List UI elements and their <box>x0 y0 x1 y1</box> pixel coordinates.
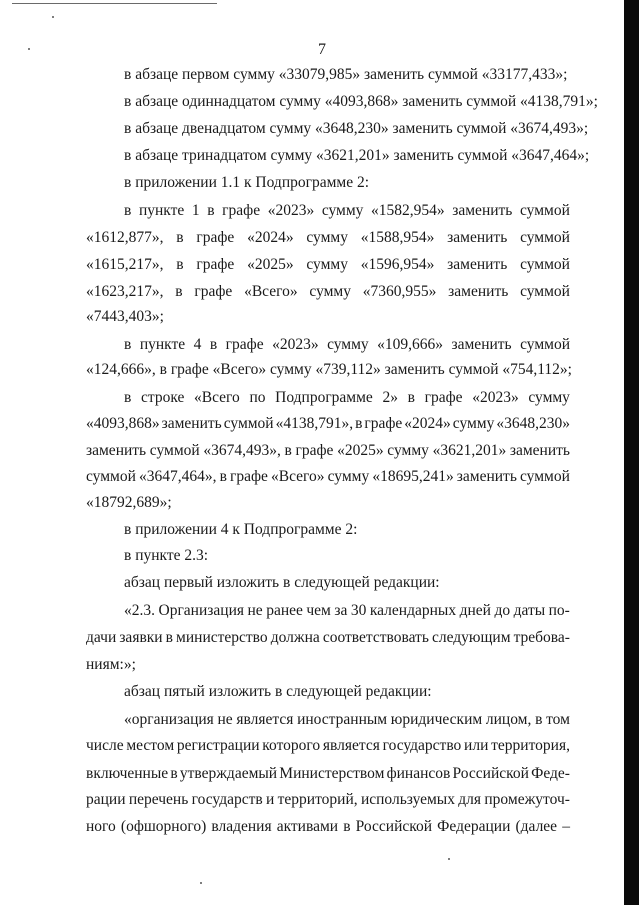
word: 30 <box>350 602 367 619</box>
word: дней <box>459 602 491 619</box>
text-line: в приложении 1.1 к Подпрограмме 2: <box>124 174 370 191</box>
word: финансов <box>386 765 451 782</box>
word: «3648,230» <box>496 415 570 432</box>
text-line-justified <box>86 467 570 487</box>
word: ранее <box>266 602 303 619</box>
word: суммой <box>86 468 136 485</box>
word: заменить <box>452 202 513 219</box>
word: Российской <box>355 818 433 835</box>
scan-speck <box>52 16 54 18</box>
word: которого <box>262 737 321 754</box>
text-line: «7443,403»; <box>86 308 164 325</box>
word: числе <box>86 737 124 754</box>
word: «Всего» <box>271 468 325 485</box>
word: «3621,201» <box>432 442 507 459</box>
word: «4093,868» <box>86 415 160 432</box>
word: «2023» <box>272 336 319 353</box>
word: пункте <box>138 202 185 219</box>
word: в <box>124 389 132 406</box>
word: «1615,217», <box>86 256 164 273</box>
text-line-justified <box>124 710 570 730</box>
scan-top-line <box>12 3 217 4</box>
word: Российской <box>452 765 529 782</box>
word: в <box>207 202 215 219</box>
word: сумму <box>321 202 364 219</box>
text-line: абзац пятый изложить в следующей редакции: <box>124 683 432 700</box>
text-line-justified <box>86 441 570 461</box>
word: «2.3. <box>124 602 155 619</box>
word: регистрации <box>176 737 260 754</box>
scan-speck <box>28 48 30 50</box>
text-line-justified <box>86 282 570 302</box>
word: «7360,955» <box>362 283 437 300</box>
word: требова- <box>513 629 570 646</box>
word: «2024» <box>247 229 294 246</box>
word: включенные <box>86 765 169 782</box>
word: Феде- <box>531 765 570 782</box>
word: Организация <box>158 602 244 619</box>
word: 4 <box>193 336 202 353</box>
word: или <box>464 737 489 754</box>
word: «3647,464», <box>138 468 217 485</box>
word: даты <box>513 602 546 619</box>
word: и <box>266 791 275 808</box>
word: сумму <box>327 336 369 353</box>
word: графе <box>196 256 235 273</box>
word: в <box>124 202 132 219</box>
text-line-justified <box>86 736 570 756</box>
word: чем <box>306 602 331 619</box>
text-line: в абзаце одиннадцатом сумму «4093,868» заменить суммой «4138,791»; <box>124 93 598 110</box>
word: суммой <box>520 229 570 246</box>
word: сумму <box>327 468 370 485</box>
word: заменить <box>447 229 508 246</box>
word: активами <box>276 818 339 835</box>
word: владения <box>211 818 272 835</box>
text-line-justified <box>86 414 570 434</box>
word: календарных <box>369 602 457 619</box>
word: графе <box>295 442 334 459</box>
word: является <box>236 711 294 728</box>
text-line: «124,666», в графе «Всего» сумму «739,112» заменить суммой «754,112»; <box>86 361 572 378</box>
word: в <box>170 765 178 782</box>
word: графе <box>196 229 235 246</box>
word: в <box>209 336 218 353</box>
word: сумму <box>387 442 429 459</box>
word: суммой <box>520 336 570 353</box>
word: графе <box>222 202 261 219</box>
word: используемых <box>360 791 455 808</box>
word: в <box>176 229 184 246</box>
text-line: «18792,689»; <box>86 494 172 511</box>
scan-edge-bar <box>624 0 639 905</box>
word: сумму <box>528 389 570 406</box>
word: до <box>494 602 511 619</box>
word: графе <box>194 283 233 300</box>
text-line: в приложении 4 к Подпрограмме 2: <box>124 521 358 538</box>
word: графе <box>424 389 463 406</box>
word: в <box>219 468 227 485</box>
word: «1612,877», <box>86 229 164 246</box>
word: ного <box>86 818 116 835</box>
word: территория, <box>491 737 570 754</box>
word: «организация <box>124 711 214 728</box>
word: в <box>176 256 184 273</box>
word: должна <box>270 629 320 646</box>
word: «4138,791», <box>275 415 354 432</box>
word: «2023» <box>267 202 315 219</box>
word: строке <box>140 389 185 406</box>
word: не <box>247 602 263 619</box>
word: сумму <box>452 415 495 432</box>
text-line: в абзаце двенадцатом сумму «3648,230» заменить суммой «3674,493»; <box>124 120 589 137</box>
word: сумму <box>306 229 348 246</box>
word: промежуточ- <box>484 791 570 808</box>
word: суммой <box>520 256 570 273</box>
word: в <box>407 389 415 406</box>
word: «1596,954» <box>360 256 435 273</box>
word: в <box>165 629 173 646</box>
word: в <box>284 442 292 459</box>
word: иностранным <box>297 711 388 728</box>
text-line-justified <box>86 228 570 248</box>
word: «Всего <box>194 389 240 406</box>
word: пункте <box>139 336 186 353</box>
word: (офшорного) <box>120 818 207 835</box>
word: заменить <box>456 468 517 485</box>
word: «2025» <box>337 442 384 459</box>
word: «3674,493», <box>203 442 281 459</box>
word: суммой <box>520 283 570 300</box>
word: графе <box>364 415 403 432</box>
word: государство <box>382 737 462 754</box>
word: заменить <box>451 336 512 353</box>
text-line-justified <box>124 388 570 408</box>
word: министерство <box>176 629 268 646</box>
word: территорий, <box>277 791 358 808</box>
word: рации <box>86 791 126 808</box>
word: заменить <box>161 415 222 432</box>
word: следующим <box>431 629 511 646</box>
text-line-justified <box>86 628 570 648</box>
text-line: абзац первый изложить в следующей редакции: <box>124 574 440 591</box>
word: по- <box>548 602 570 619</box>
word: в <box>535 711 543 728</box>
text-line-justified <box>86 764 570 784</box>
word: – <box>562 818 570 835</box>
text-line: в абзаце тринадцатом сумму «3621,201» заменить суммой «3647,464»; <box>124 147 590 164</box>
word: перечень <box>128 791 189 808</box>
text-line-justified <box>124 201 570 221</box>
word: утверждаемый <box>179 765 278 782</box>
word: в <box>355 415 363 432</box>
word: 1 <box>191 202 200 219</box>
word: соответствовать <box>322 629 429 646</box>
word: в <box>124 336 132 353</box>
word: «1623,217», <box>86 283 164 300</box>
word: Министерством <box>279 765 385 782</box>
word: в <box>175 283 183 300</box>
page-number: 7 <box>318 41 326 58</box>
word: государств <box>191 791 263 808</box>
text-line-justified <box>124 601 570 621</box>
word: сумму <box>306 256 348 273</box>
word: суммой <box>520 468 570 485</box>
word: «2025» <box>247 256 294 273</box>
word: местом <box>126 737 175 754</box>
word: лицом, <box>485 711 532 728</box>
word: сумму <box>309 283 351 300</box>
word: за <box>334 602 348 619</box>
word: суммой <box>223 415 274 432</box>
scan-speck <box>448 858 450 860</box>
word: Федерации <box>437 818 511 835</box>
word: 2» <box>382 389 398 406</box>
word: «2023» <box>472 389 519 406</box>
text-line: в пункте 2.3: <box>124 547 209 564</box>
word: «2024» <box>404 415 451 432</box>
word: графе <box>230 468 268 485</box>
text-line: ниям:»; <box>86 656 136 673</box>
text-line-justified <box>86 817 570 837</box>
text-line-justified <box>86 790 570 810</box>
word: Подпрограмме <box>275 389 373 406</box>
text-line: в абзаце первом сумму «33079,985» заменить суммой «33177,433»; <box>124 66 568 83</box>
word: дачи <box>86 629 117 646</box>
scan-speck <box>200 882 202 884</box>
word: юридическим <box>390 711 483 728</box>
word: для <box>458 791 482 808</box>
word: заявки <box>119 629 163 646</box>
word: по <box>249 389 266 406</box>
word: «1588,954» <box>360 229 435 246</box>
word: «18695,241» <box>372 468 454 485</box>
word: является <box>322 737 380 754</box>
word: том <box>546 711 570 728</box>
word: заменить <box>509 442 570 459</box>
word: «1582,954» <box>371 202 445 219</box>
word: суммой <box>149 442 200 459</box>
text-line-justified <box>86 255 570 275</box>
word: заменить <box>86 442 147 459</box>
word: (далее <box>515 818 558 835</box>
word: «109,666» <box>377 336 444 353</box>
word: заменить <box>447 256 508 273</box>
text-line-justified <box>124 335 570 355</box>
word: не <box>217 711 233 728</box>
word: «Всего» <box>244 283 298 300</box>
word: заменить <box>448 283 509 300</box>
word: суммой <box>519 202 570 219</box>
word: графе <box>225 336 264 353</box>
word: в <box>343 818 351 835</box>
